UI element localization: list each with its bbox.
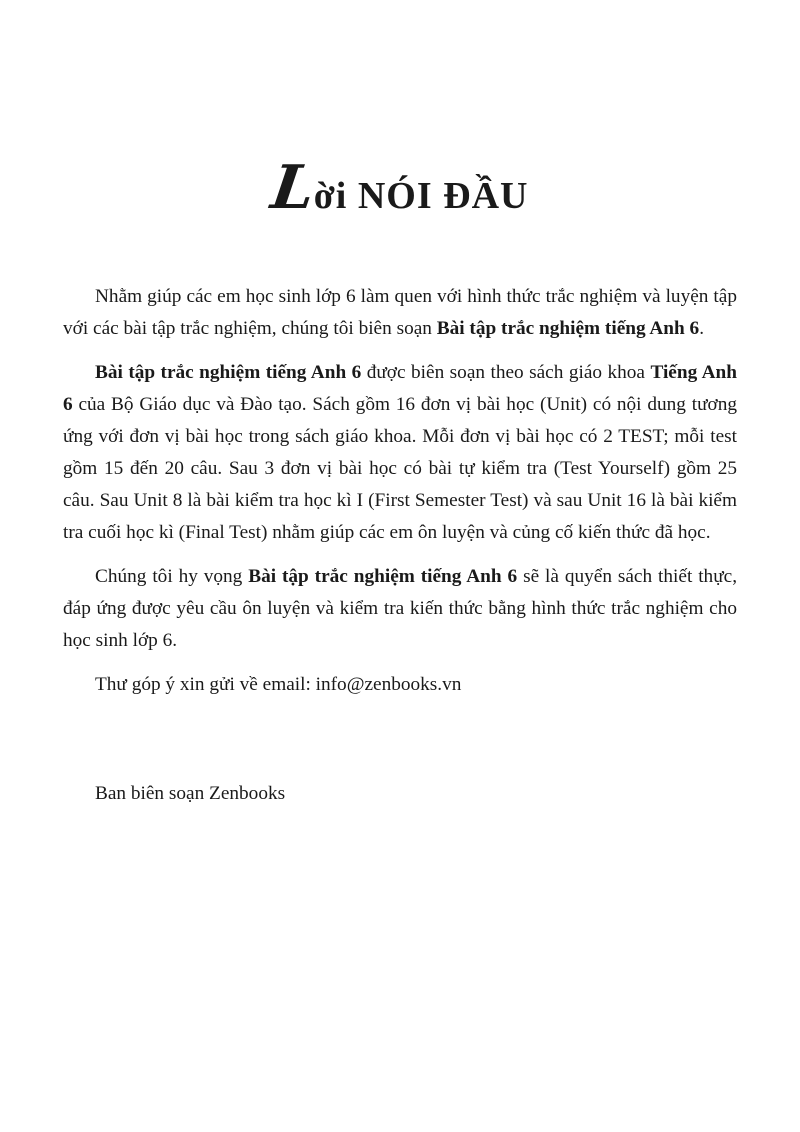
signoff: Ban biên soạn Zenbooks <box>95 783 286 804</box>
paragraph-2 <box>63 357 737 549</box>
paragraph-1 <box>63 281 737 345</box>
title-text: ời NÓI ĐẦU <box>313 175 529 218</box>
page-title <box>0 153 800 223</box>
text-segment: Nhằm giúp các em học sinh lớp 6 làm quen với hình thức trắc nghiệm và luyện tập với các bài tập trắc nghiệm, chúng tôi biên soạn <box>63 286 737 339</box>
text-segment: được biên soạn theo sách giáo khoa <box>361 362 651 383</box>
text-segment: . <box>699 318 705 339</box>
textbook-title-bold: Tiếng Anh 6 <box>63 362 737 415</box>
book-title-bold: Bài tập trắc nghiệm tiếng Anh 6 <box>95 362 362 383</box>
paragraph-4-email <box>63 669 737 701</box>
email-contact-text: Thư góp ý xin gửi về email: info@zenbooks.vn <box>95 674 462 695</box>
text-segment: sẽ là quyển sách thiết thực, đáp ứng được yêu cầu ôn luyện và kiểm tra kiến thức bằng hình thức trắc nghiệm cho học sinh lớp 6. <box>63 566 738 651</box>
title-decorative-initial: L <box>266 153 319 224</box>
text-segment: của Bộ Giáo dục và Đào tạo. Sách gồm 16 đơn vị bài học (Unit) có nội dung tương ứng với đơn vị bài học trong sách giáo khoa. Mỗi đơn vị bài học có 2 TEST; mỗi test gồm 15 đến 20 câu. Sau 3 đơn vị bài học có bài tự kiểm tra (Test Yourself) gồm 25 câu. Sau Unit 8 là bài kiểm tra học kì I (First Semester Test) và sau Unit 16 là bài kiểm tra cuối học kì (Final Test) nhằm giúp các em ôn luyện và củng cố kiến thức đã học. <box>63 394 737 543</box>
text-segment: Chúng tôi hy vọng <box>95 566 249 587</box>
preface-body <box>63 281 737 713</box>
book-title-bold: Bài tập trắc nghiệm tiếng Anh 6 <box>436 318 700 339</box>
book-title-bold: Bài tập trắc nghiệm tiếng Anh 6 <box>248 566 518 587</box>
paragraph-3 <box>63 561 737 657</box>
